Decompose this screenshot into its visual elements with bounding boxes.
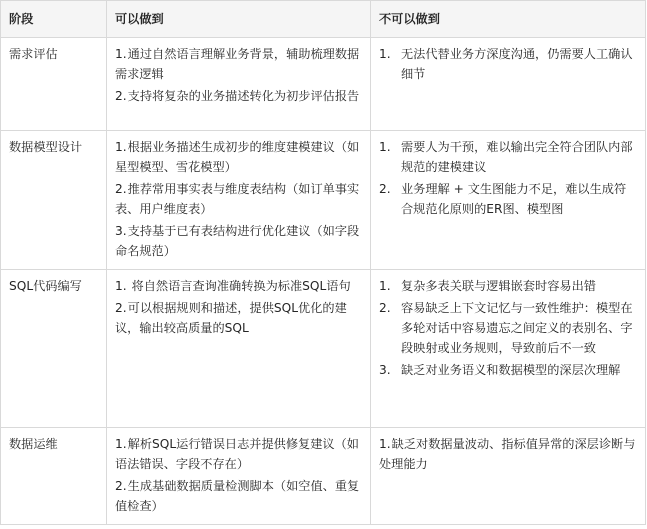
list-item: 3. 缺乏对业务语义和数据模型的深层次理解 [379,363,621,377]
list-item: 2.支持将复杂的业务描述转化为初步评估报告 [115,89,360,103]
list-item: 3.支持基于已有表结构进行优化建议（如字段命名规范） [115,224,360,258]
list-item: 1. 复杂多表关联与逻辑嵌套时容易出错 [379,279,596,293]
list-item: 2.可以根据规则和描述，提供SQL优化的建议，输出较高质量的SQL [115,301,347,335]
table-row [1,38,646,131]
stage-cell: 数据模型设计 [1,131,107,270]
can-cell [107,270,371,428]
stage-cell: SQL代码编写 [1,270,107,428]
list-item: 2.推荐常用事实表与维度表结构（如订单事实表、用户维度表） [115,182,360,216]
cannot-cell [371,38,646,131]
list-item: 1. 无法代替业务方深度沟通，仍需要人工确认细节 [379,47,633,81]
header-cannot: 不可以做到 [371,1,646,38]
cannot-cell [371,270,646,428]
list-item: 1. 需要人为干预，难以输出完全符合团队内部规范的建模建议 [379,140,633,174]
can-cell [107,428,371,525]
cannot-cell [371,428,646,525]
list-item: 2. 容易缺乏上下文记忆与一致性维护：模型在多轮对话中容易遗忘之间定义的表别名、字段映射或业务规则，导致前后不一致 [379,301,633,355]
stage-cell: 数据运维 [1,428,107,525]
list-item: 1.通过自然语言理解业务背景，辅助梳理数据需求逻辑 [115,47,360,81]
list-item: 1.缺乏对数据量波动、指标值异常的深层诊断与处理能力 [379,437,636,471]
header-row [1,1,646,38]
list-item: 2. 业务理解 + 文生图能力不足，难以生成符合规范化原则的ER图、模型图 [379,182,627,216]
stage-cell: 需求评估 [1,38,107,131]
list-item: 1. 将自然语言查询准确转换为标准SQL语句 [115,279,351,293]
list-item: 1.根据业务描述生成初步的维度建模建议（如星型模型、雪花模型） [115,140,360,174]
can-cell [107,131,371,270]
table-row [1,131,646,270]
list-item: 1.解析SQL运行错误日志并提供修复建议（如语法错误、字段不存在） [115,437,359,471]
table-row [1,428,646,525]
cannot-cell [371,131,646,270]
header-can: 可以做到 [107,1,371,38]
can-cell [107,38,371,131]
list-item: 2.生成基础数据质量检测脚本（如空值、重复值检查） [115,479,360,513]
header-stage: 阶段 [1,1,107,38]
table-row [1,270,646,428]
